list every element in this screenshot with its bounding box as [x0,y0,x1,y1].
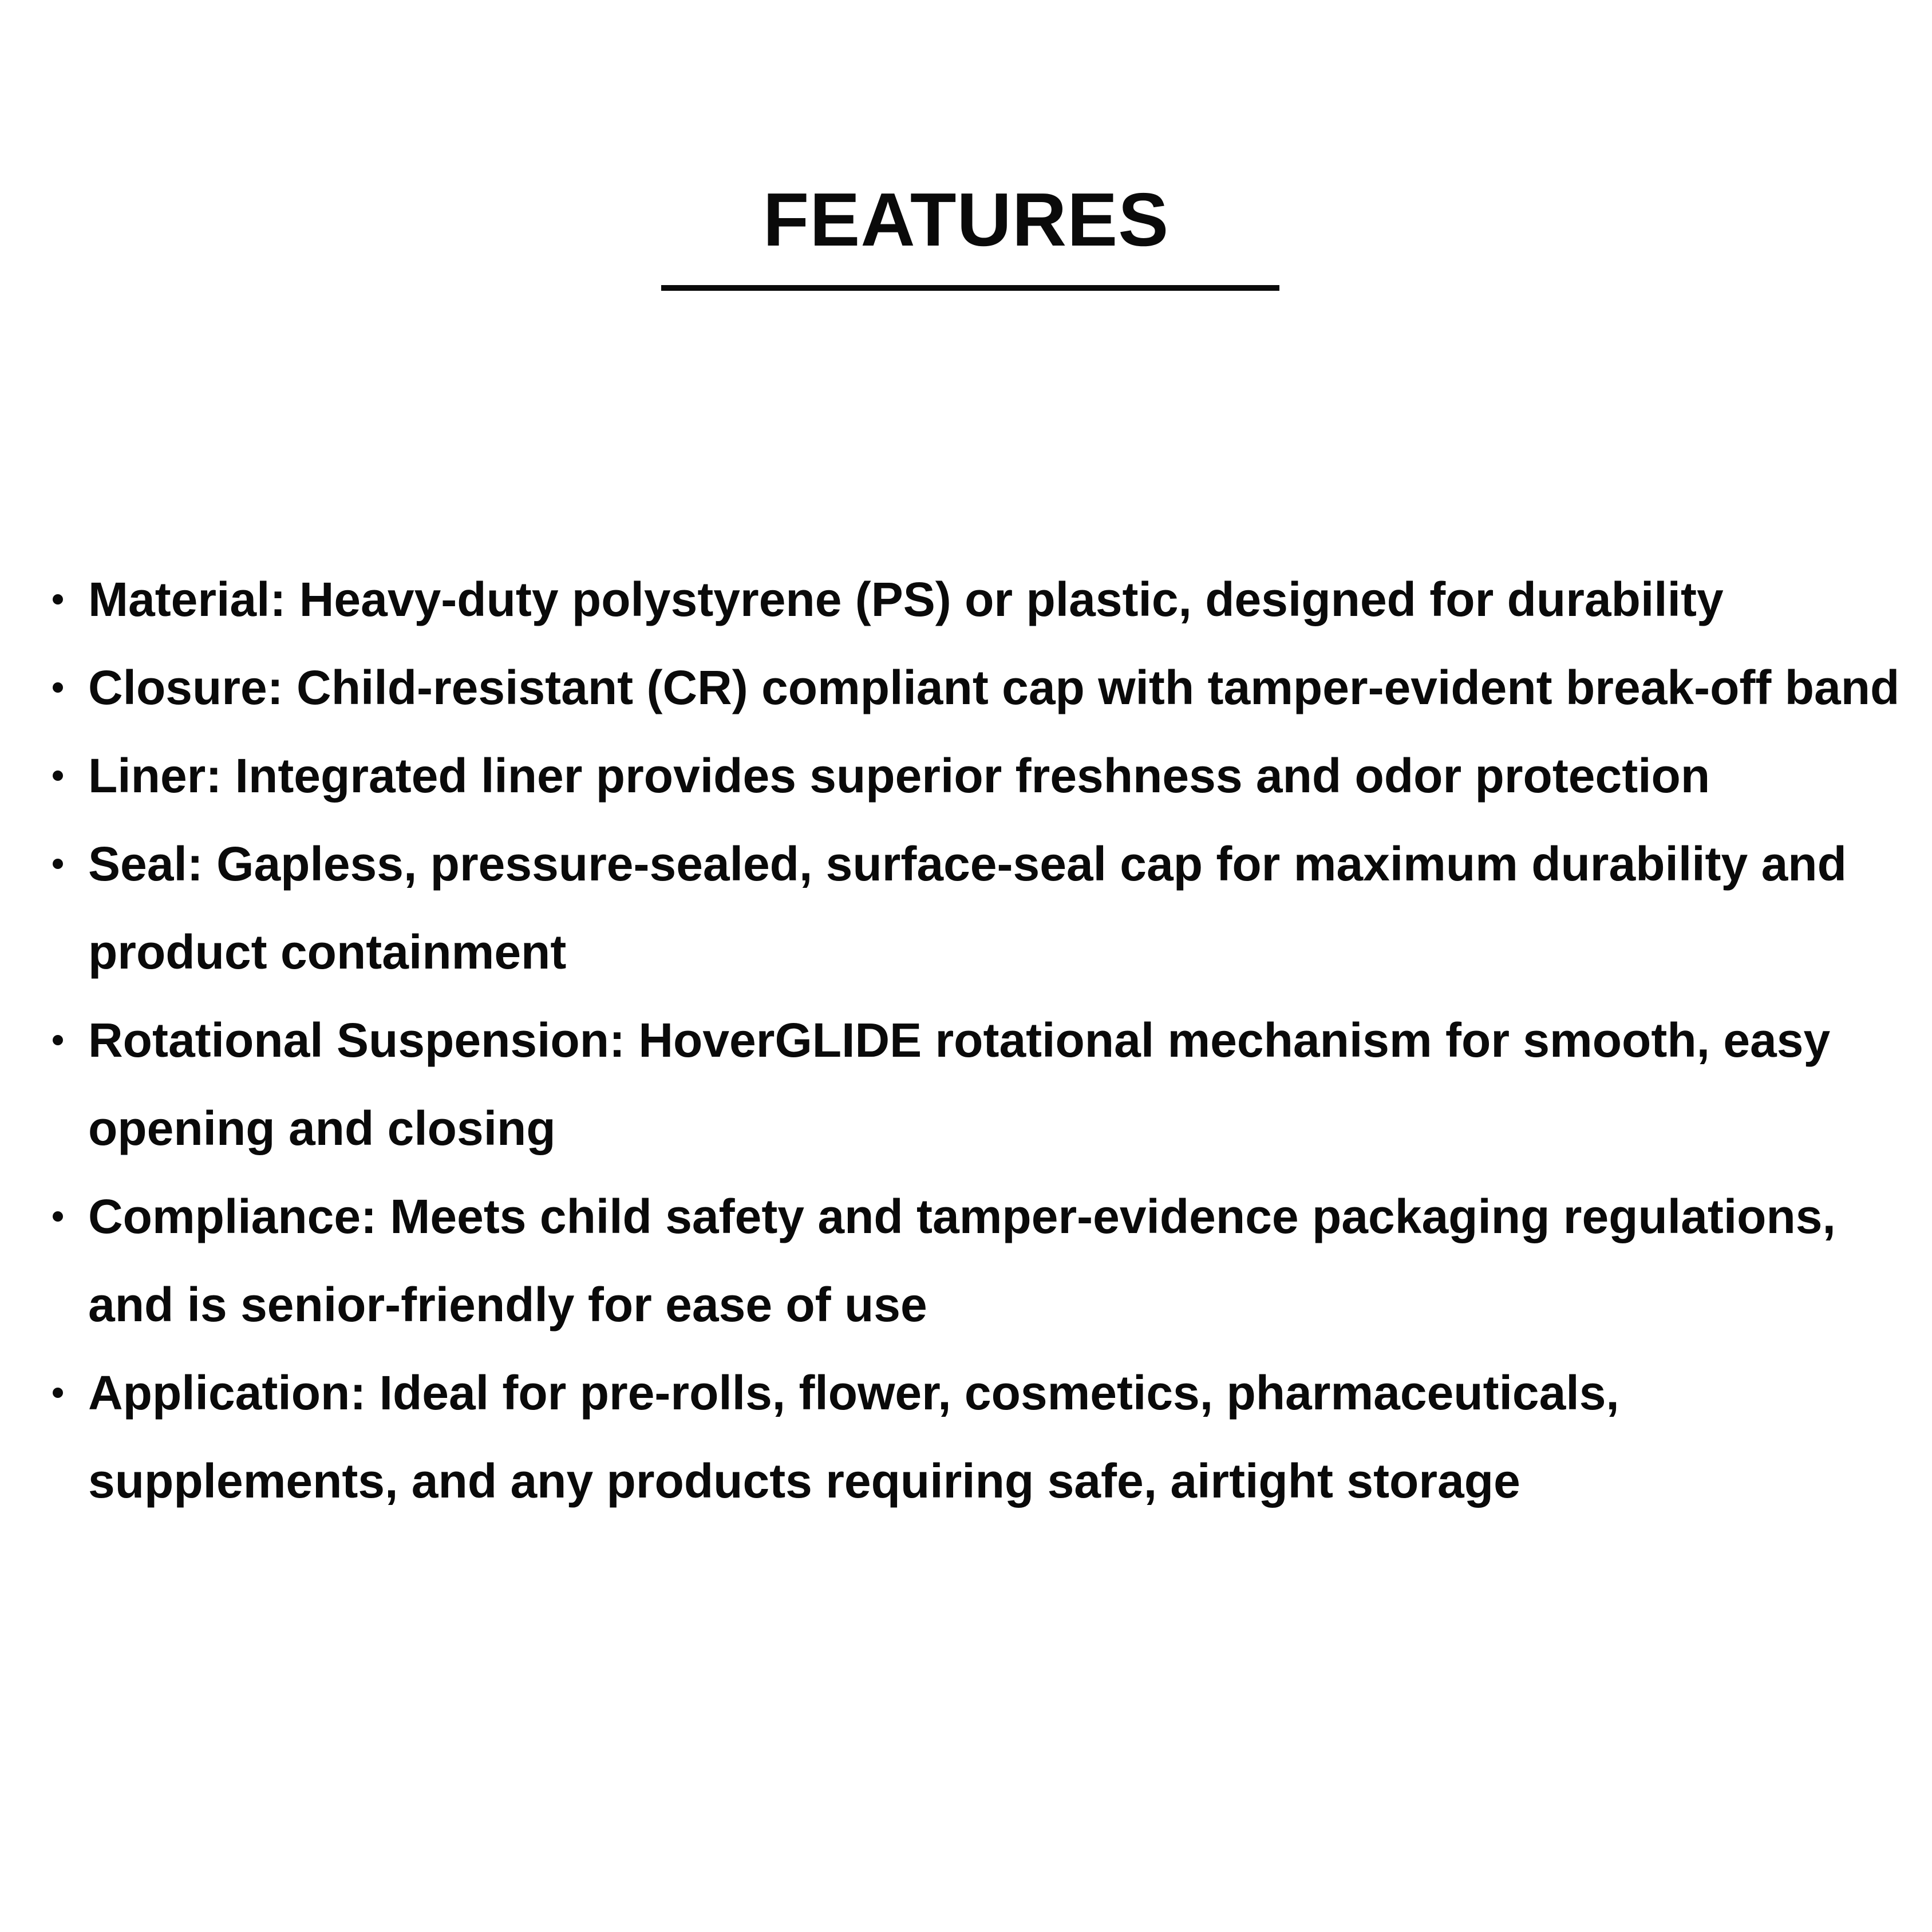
bullet-icon [53,1388,63,1398]
feature-item-liner [47,732,1913,820]
feature-item-seal [47,820,1913,996]
page-title: FEATURES [762,177,1170,262]
feature-text: Liner: Integrated liner provides superior freshness and odor protection [88,749,1710,803]
bullet-icon [53,1035,63,1045]
feature-item-material [47,555,1913,643]
feature-text: Closure: Child-resistant (CR) compliant cap with tamper-evident break-off band [88,661,1900,714]
feature-text: Compliance: Meets child safety and tamper-evidence packaging regulations, and is senior-friendly for ease of use [88,1190,1836,1332]
feature-item-application [47,1349,1913,1525]
feature-item-rotational-suspension [47,996,1913,1172]
feature-text: Seal: Gapless, pressure-sealed, surface-seal cap for maximum durability and product containment [88,837,1847,979]
bullet-icon [53,682,63,693]
bullet-icon [53,859,63,869]
bullet-icon [53,1211,63,1222]
bullet-icon [53,771,63,781]
feature-text: Material: Heavy-duty polystyrene (PS) or plastic, designed for durability [88,572,1724,626]
title-underline [661,285,1279,291]
feature-item-compliance [47,1172,1913,1349]
feature-item-closure [47,643,1913,732]
feature-text: Application: Ideal for pre-rolls, flower, cosmetics, pharmaceuticals, supplements, and any products requiring safe, airtight storage [88,1366,1619,1508]
bullet-icon [53,594,63,605]
feature-text: Rotational Suspension: HoverGLIDE rotational mechanism for smooth, easy opening and closing [88,1013,1831,1155]
features-list [47,555,1913,1525]
